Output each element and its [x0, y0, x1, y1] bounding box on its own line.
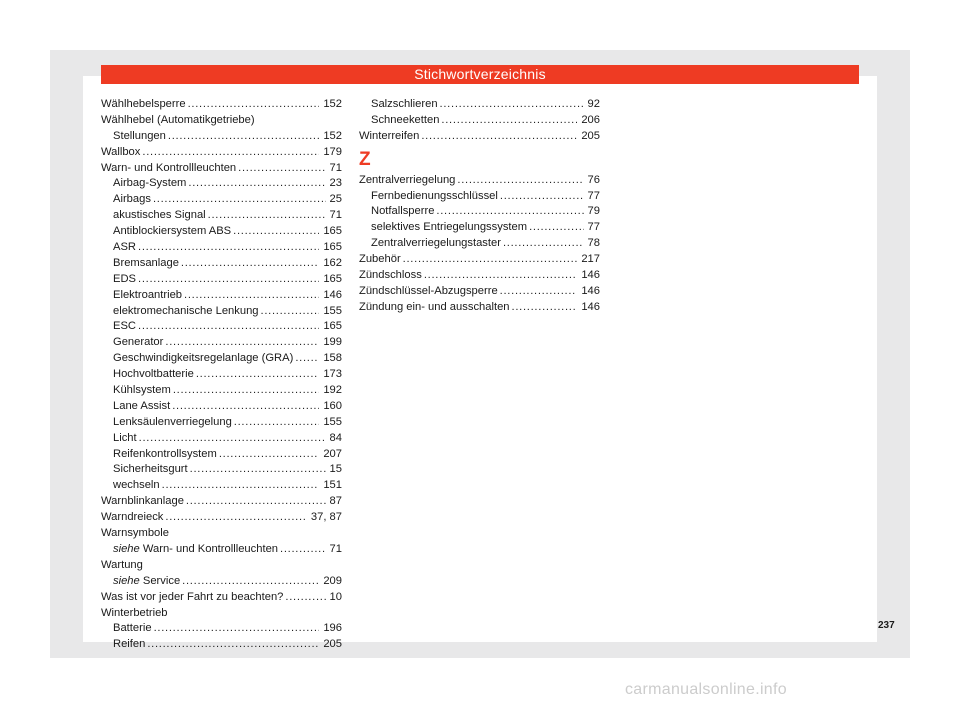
index-entry-label — [113, 240, 136, 256]
index-entry — [359, 129, 600, 145]
index-entry-page: 23 — [329, 177, 342, 190]
index-entry-text: Zündung ein- und ausschalten — [359, 300, 510, 313]
index-entry-page: 196 — [323, 622, 342, 635]
index-entry — [101, 113, 342, 129]
index-entry-page: 165 — [323, 320, 342, 333]
index-entry-text: Sicherheitsgurt — [113, 463, 188, 476]
index-entry — [101, 256, 342, 272]
index-entry-text: Elektroantrieb — [113, 288, 183, 301]
index-entry-label — [113, 478, 160, 494]
index-entry-text: Winterbetrieb — [101, 606, 168, 619]
index-entry — [359, 113, 600, 129]
index-entry-label — [359, 300, 510, 316]
index-entry-page: 146 — [581, 269, 600, 282]
index-entry-page: 165 — [323, 225, 342, 238]
index-entry-page: 152 — [323, 98, 342, 110]
dot-leader — [219, 447, 319, 463]
index-entry — [359, 204, 600, 220]
index-entry-page: 155 — [323, 415, 342, 428]
index-entry-text: ASR — [113, 241, 137, 254]
index-entry-label — [371, 236, 501, 252]
index-entry — [101, 621, 342, 637]
index-entry-label — [113, 462, 188, 478]
index-entry-text: Zentralverriegelungstaster — [371, 237, 501, 250]
index-entry-page: 146 — [581, 300, 600, 313]
index-entry-text: Salzschlieren — [371, 98, 438, 110]
index-entry-label — [113, 304, 259, 320]
index-entry-text: Schneeketten — [371, 113, 440, 126]
index-entry — [359, 252, 600, 268]
index-entry-label — [101, 97, 186, 113]
dot-leader — [165, 510, 307, 526]
index-entry-label — [113, 129, 166, 145]
index-entry — [101, 319, 342, 335]
index-entry-label — [113, 447, 217, 463]
index-entry-label — [101, 145, 140, 161]
dot-leader — [529, 220, 583, 236]
see-reference: siehe — [113, 574, 140, 587]
dot-leader — [182, 574, 319, 590]
index-entry-label — [371, 204, 434, 220]
index-entry-text: Licht — [113, 431, 137, 444]
dot-leader — [138, 240, 319, 256]
dot-leader — [196, 367, 319, 383]
index-entry-text: Wallbox — [101, 145, 141, 158]
dot-leader — [188, 97, 320, 113]
index-entry-text: elektromechanische Lenkung — [113, 304, 259, 317]
page-number: 237 — [878, 620, 895, 631]
index-entry — [101, 510, 342, 526]
dot-leader — [285, 590, 325, 606]
index-entry — [101, 208, 342, 224]
index-entry-page: 173 — [323, 368, 342, 381]
index-entry-label — [101, 161, 236, 177]
dot-leader — [208, 208, 326, 224]
index-entry-label — [359, 173, 455, 189]
dot-leader — [190, 462, 326, 478]
see-reference: siehe — [113, 542, 140, 555]
index-entry-label — [101, 590, 283, 606]
index-entry — [359, 97, 600, 113]
index-entry-text: Notfallsperre — [371, 205, 435, 218]
dot-leader — [168, 129, 319, 145]
index-entry — [101, 176, 342, 192]
dot-leader — [233, 224, 319, 240]
index-entry-page: 158 — [323, 352, 342, 365]
index-entry-page: 146 — [581, 284, 600, 297]
index-entry-label — [101, 510, 163, 526]
index-entry-text: Warn- und Kontrollleuchten — [142, 542, 279, 555]
section-title: Stichwortverzeichnis — [414, 66, 546, 82]
index-entry-page: 25 — [329, 193, 342, 206]
index-entry-text: Stellungen — [113, 129, 166, 142]
index-entry-page: 84 — [329, 431, 342, 444]
index-entry — [101, 447, 342, 463]
dot-leader — [147, 637, 319, 653]
index-entry — [101, 240, 342, 256]
index-entry-text: Service — [142, 574, 181, 587]
dot-leader — [172, 399, 319, 415]
index-entry-label — [113, 399, 170, 415]
index-entry-text: Bremsanlage — [113, 256, 179, 269]
index-entry-page: 152 — [323, 129, 342, 142]
index-entry-text: Hochvoltbatterie — [113, 368, 194, 381]
index-entry-page: 192 — [323, 384, 342, 397]
index-letter-heading: Z — [359, 148, 371, 170]
index-entry-label — [371, 113, 439, 129]
index-entry — [101, 526, 342, 542]
index-entry-label — [113, 288, 182, 304]
index-entry-label — [113, 335, 163, 351]
index-entry-text: Warndreieck — [101, 511, 164, 524]
index-entry — [101, 288, 342, 304]
index-entry-text: Lane Assist — [113, 399, 171, 412]
index-entry-label — [371, 220, 527, 236]
index-entry-label — [359, 268, 422, 284]
index-entry-text: ESC — [113, 320, 137, 333]
index-entry — [101, 574, 342, 590]
index-entry-page: 179 — [323, 145, 342, 158]
index-entry — [101, 478, 342, 494]
index-entry-label — [359, 129, 419, 145]
index-entry-text: Airbag-System — [113, 177, 187, 190]
index-entry-page: 77 — [587, 189, 600, 202]
index-entry — [101, 161, 342, 177]
dot-leader — [457, 173, 583, 189]
index-entry-text: Reifen — [113, 638, 146, 651]
index-entry — [101, 367, 342, 383]
index-entry — [101, 606, 342, 622]
index-entry-text: Fernbedienungsschlüssel — [371, 189, 498, 202]
dot-leader — [512, 300, 578, 316]
index-entry — [359, 300, 600, 316]
index-entry-label — [113, 319, 136, 335]
index-entry-label — [359, 252, 401, 268]
index-entry-text: Lenksäulenverriegelung — [113, 415, 232, 428]
index-entry-label — [101, 526, 169, 542]
index-entry-text: Wartung — [101, 558, 143, 571]
index-entry — [359, 173, 600, 189]
index-entry-label — [113, 224, 231, 240]
index-entry-page: 151 — [323, 479, 342, 492]
dot-leader — [436, 204, 583, 220]
dot-leader — [503, 236, 584, 252]
dot-leader — [154, 621, 320, 637]
dot-leader — [139, 431, 326, 447]
dot-leader — [186, 494, 326, 510]
index-entry-page: 217 — [581, 253, 600, 266]
index-entry-page: 209 — [323, 574, 342, 587]
dot-leader — [441, 113, 577, 129]
index-entry-text: wechseln — [113, 479, 160, 492]
index-entry-page: 15 — [329, 463, 342, 476]
index-entry-page: 155 — [323, 304, 342, 317]
index-group-w-continued — [359, 97, 600, 145]
index-entry-label — [113, 351, 293, 367]
index-entry-page: 205 — [323, 638, 342, 651]
index-entry-text: Zündschlüssel-Abzugsperre — [359, 284, 498, 297]
index-entry-label — [101, 494, 184, 510]
index-column-right — [359, 97, 600, 316]
index-entry-text: Batterie — [113, 622, 152, 635]
index-entry-text: Zentralverriegelung — [359, 173, 456, 186]
index-entry — [101, 272, 342, 288]
index-entry-text: Wählhebel (Automatikgetriebe) — [101, 113, 255, 126]
index-column-left — [101, 97, 342, 653]
dot-leader — [162, 478, 320, 494]
index-entry — [101, 558, 342, 574]
index-entry — [101, 192, 342, 208]
index-entry-text: Warnblinkanlage — [101, 495, 184, 508]
index-entry-page: 37, 87 — [310, 511, 342, 524]
index-entry — [101, 224, 342, 240]
index-entry-text: Generator — [113, 336, 164, 349]
index-entry — [101, 399, 342, 415]
index-entry-page: 10 — [329, 590, 342, 603]
index-entry-label — [113, 621, 152, 637]
dot-leader — [440, 97, 584, 113]
index-entry-page: 77 — [587, 221, 600, 234]
dot-leader — [165, 335, 319, 351]
index-entry-label — [113, 431, 137, 447]
index-entry — [359, 268, 600, 284]
index-entry-label — [371, 189, 498, 205]
index-entry-page: 78 — [587, 237, 600, 250]
index-entry — [359, 236, 600, 252]
index-entry-label — [113, 208, 206, 224]
index-entry — [101, 590, 342, 606]
index-entry-label — [113, 637, 145, 653]
index-entry-page: 71 — [329, 161, 342, 174]
dot-leader — [238, 161, 325, 177]
dot-leader — [138, 319, 319, 335]
index-entry-page: 162 — [323, 256, 342, 269]
index-entry — [359, 284, 600, 300]
index-entry — [101, 494, 342, 510]
index-entry-text: Antiblockiersystem ABS — [113, 225, 232, 238]
index-entry-text: Warnsymbole — [101, 527, 169, 540]
index-entry — [101, 383, 342, 399]
dot-leader — [188, 176, 325, 192]
index-entry-label — [113, 272, 136, 288]
index-entry — [101, 415, 342, 431]
index-entry-text: Zubehör — [359, 253, 401, 266]
index-entry-label — [101, 113, 255, 129]
dot-leader — [138, 272, 319, 288]
index-entry-text: Was ist vor jeder Fahrt zu beachten? — [101, 590, 284, 603]
index-entry-page: 199 — [323, 336, 342, 349]
index-entry-label — [113, 415, 232, 431]
index-entry-page: 71 — [329, 542, 342, 555]
index-entry-page: 92 — [587, 98, 600, 110]
index-entry-page: 146 — [323, 288, 342, 301]
dot-leader — [403, 252, 578, 268]
index-entry-label — [371, 97, 438, 113]
dot-leader — [153, 192, 326, 208]
index-entry-page: 207 — [323, 447, 342, 460]
index-entry — [101, 542, 342, 558]
index-entry-label — [113, 256, 179, 272]
index-entry-label — [113, 367, 194, 383]
index-entry-text: Airbags — [113, 193, 151, 206]
index-entry-text: selektives Entriegelungssystem — [371, 221, 528, 234]
index-entry — [101, 304, 342, 320]
index-entry-text: Zündschloss — [359, 269, 422, 282]
index-entry-page: 79 — [587, 205, 600, 218]
index-entry-page: 206 — [581, 113, 600, 126]
index-entry-label — [101, 558, 143, 574]
dot-leader — [261, 304, 320, 320]
dot-leader — [424, 268, 578, 284]
index-entry-label — [101, 606, 168, 622]
dot-leader — [142, 145, 319, 161]
dot-leader — [181, 256, 319, 272]
index-entry — [101, 351, 342, 367]
index-entry-page: 165 — [323, 272, 342, 285]
dot-leader — [280, 542, 326, 558]
index-entry — [359, 189, 600, 205]
dot-leader — [500, 284, 578, 300]
index-entry — [101, 97, 342, 113]
section-header — [101, 65, 859, 84]
index-entry — [101, 129, 342, 145]
dot-leader — [184, 288, 319, 304]
index-entry-page: 87 — [329, 495, 342, 508]
index-entry-label — [113, 192, 151, 208]
index-entry-label — [113, 574, 180, 590]
index-entry-text: Kühlsystem — [113, 384, 171, 397]
dot-leader — [173, 383, 320, 399]
dot-leader — [500, 189, 584, 205]
index-entry — [359, 220, 600, 236]
index-entry-page: 205 — [581, 129, 600, 142]
dot-leader — [421, 129, 577, 145]
index-entry-label — [113, 542, 278, 558]
dot-leader — [295, 351, 319, 367]
index-entry-label — [113, 176, 186, 192]
index-entry — [101, 145, 342, 161]
index-entry-text: EDS — [113, 272, 137, 285]
index-entry — [101, 335, 342, 351]
index-entry — [101, 431, 342, 447]
watermark-text: carmanualsonline.info — [625, 681, 787, 698]
index-entry-text: Geschwindigkeitsregelanlage (GRA) — [113, 352, 294, 365]
index-entry-label — [359, 284, 498, 300]
index-entry — [101, 637, 342, 653]
index-entry-page: 76 — [587, 173, 600, 186]
index-entry-page: 165 — [323, 241, 342, 254]
index-entry-text: akustisches Signal — [113, 209, 206, 222]
index-entry-text: Winterreifen — [359, 129, 420, 142]
index-entry-label — [113, 383, 171, 399]
index-entry-text: Wählhebelsperre — [101, 98, 186, 110]
dot-leader — [234, 415, 320, 431]
index-entry — [101, 462, 342, 478]
index-entry-page: 160 — [323, 399, 342, 412]
index-entry-text: Warn- und Kontrollleuchten — [101, 161, 237, 174]
index-group-z — [359, 173, 600, 316]
index-entry-page: 71 — [329, 209, 342, 222]
index-entry-text: Reifenkontrollsystem — [113, 447, 217, 460]
